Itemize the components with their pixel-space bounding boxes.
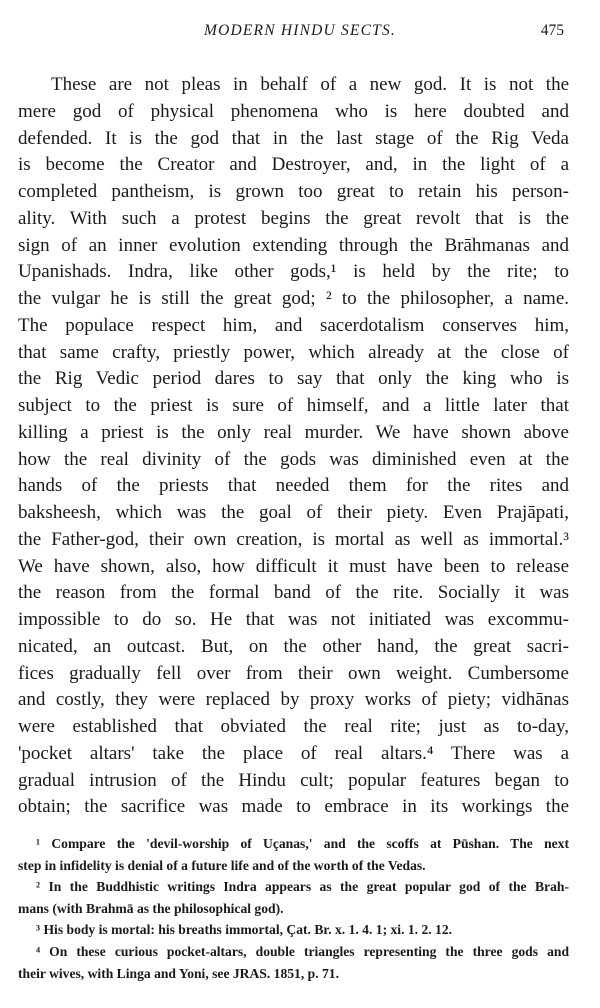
body-line: hands of the priests that needed them for the rites and [18, 475, 569, 497]
body-line: the Father-god, their own creation, is mortal as well as immortal.³ [18, 528, 569, 550]
footnote-line: ² In the Buddhistic writings Indra appears as the great popular god of the Brah- [36, 879, 569, 895]
body-line: the vulgar he is still the great god; ² to the philosopher, a name. [18, 288, 569, 309]
body-line: were established that obviated the real rite; just as to-day, [18, 716, 569, 737]
body-line: subject to the priest is sure of himself, and a little later that [18, 395, 569, 416]
footnote-line: ¹ Compare the 'devil-worship of Uçanas,' and the scoffs at Pūshan. The next [36, 836, 569, 851]
body-line: completed pantheism, is grown too great to retain his person- [18, 181, 569, 202]
running-head [0, 20, 600, 46]
body-line: These are not pleas in behalf of a new god. It is not the [51, 74, 569, 95]
body-line: the reason from the formal band of the rite. Socially it was [18, 582, 569, 604]
footnote-line: their wives, with Linga and Yoni, see JRAS. 1851, p. 71. [18, 965, 339, 981]
body-paragraph [18, 72, 569, 821]
running-title: MODERN HINDU SECTS. [203, 22, 396, 39]
footnotes [18, 833, 569, 984]
body-line: 'pocket altars' take the place of real altars.⁴ There was a [18, 742, 569, 764]
footnote-line: ³ His body is mortal: his breaths immortal, Çat. Br. x. 1. 4. 1; xi. 1. 2. 12. [36, 922, 453, 938]
body-line: impossible to do so. He that was not initiated was excommu- [18, 609, 569, 630]
footnote-line: ⁴ On these curious pocket-altars, double triangles representing the three gods and [36, 943, 569, 959]
body-line: defended. It is the god that in the last stage of the Rig Veda [18, 127, 569, 149]
body-line: The populace respect him, and sacerdotalism conserves him, [18, 314, 569, 336]
body-line: Upanishads. Indra, like other gods,¹ is held by the rite; to [18, 261, 569, 283]
body-line: nicated, an outcast. But, on the other hand, the great sacri- [18, 635, 569, 657]
body-line: killing a priest is the only real murder. We have shown above [18, 421, 569, 443]
body-line: baksheesh, which was the goal of their piety. Even Prajāpati, [18, 502, 569, 523]
body-line: that same crafty, priestly power, which already at the close of [18, 341, 569, 363]
body-line: gradual intrusion of the Hindu cult; popular features began to [18, 769, 569, 791]
footnote-line: step in infidelity is denial of a future life and of the worth of the Vedas. [18, 857, 426, 873]
body-line: ality. With such a protest begins the great revolt that is the [18, 207, 569, 229]
body-line: and costly, they were replaced by proxy works of piety; vidhānas [18, 689, 569, 711]
body-line: the Rig Vedic period dares to say that only the king who is [18, 368, 569, 390]
body-line: fices gradually fell over from their own weight. Cumbersome [18, 662, 569, 684]
body-line: how the real divinity of the gods was diminished even at the [18, 448, 569, 470]
body-line: sign of an inner evolution extending through the Brāhmanas and [18, 234, 569, 256]
page-number: 475 [540, 22, 564, 39]
body-line: mere god of physical phenomena who is here doubted and [18, 100, 569, 122]
body-line: obtain; the sacrifice was made to embrace in its workings the [18, 796, 569, 818]
body-line: We have shown, also, how difficult it must have been to release [18, 555, 569, 577]
footnote-line: mans (with Brahmā as the philosophical god). [18, 900, 284, 916]
body-line: is become the Creator and Destroyer, and, in the light of a [18, 154, 569, 176]
